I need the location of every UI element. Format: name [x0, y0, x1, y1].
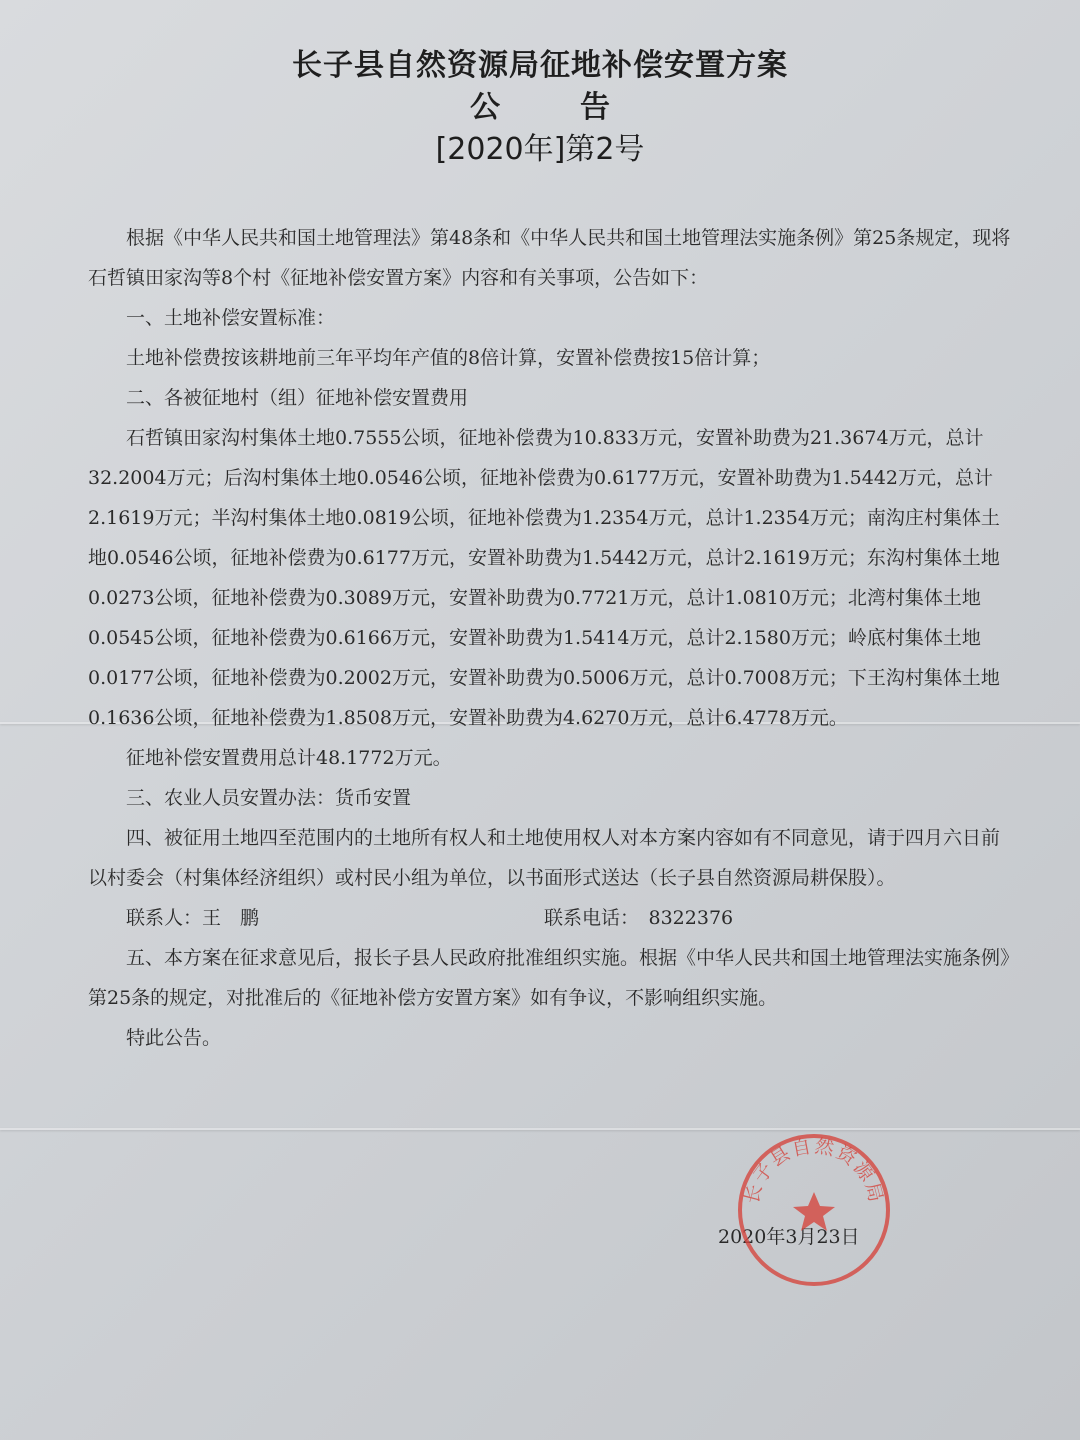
contact-line — [88, 898, 1016, 938]
intro-paragraph: 根据《中华人民共和国土地管理法》第48条和《中华人民共和国土地管理法实施条例》第25条规定，现将石哲镇田家沟等8个村《征地补偿安置方案》内容和有关事项，公告如下： — [88, 227, 1011, 289]
notice-date: 2020年3月23日 — [718, 1226, 860, 1248]
contact-person: 联系人：王 鹏 — [126, 907, 260, 929]
contact-phone: 联系电话： 8322376 — [544, 907, 734, 929]
section-text: 三、农业人员安置办法：货币安置 — [126, 787, 412, 809]
section-text: 四、被征用土地四至范围内的土地所有权人和土地使用权人对本方案内容如有不同意见，请于四月六日前以村委会（村集体经济组织）或村民小组为单位，以书面形式送达（长子县自然资源局耕保股）。 — [88, 827, 1001, 889]
notice-title: 长子县自然资源局征地补偿安置方案 — [292, 48, 788, 83]
notice-body — [88, 218, 1016, 1058]
notice-number: [2020年]第2号 — [435, 132, 645, 167]
section-heading: 一、土地补偿安置标准： — [126, 307, 336, 329]
seal-text: 长子县自然资源局 — [740, 1135, 888, 1207]
section-text: 五、本方案在征求意见后，报长子县人民政府批准组织实施。根据《中华人民共和国土地管理法实施条例》第25条的规定，对批准后的《征地补偿方安置方案》如有争议，不影响组织实施。 — [88, 947, 1010, 1009]
closing-line: 特此公告。 — [126, 1027, 222, 1049]
total-line: 征地补偿安置费用总计48.1772万元。 — [126, 747, 452, 769]
official-seal-icon — [734, 1130, 894, 1290]
notice-header — [0, 44, 1080, 172]
section-text: 土地补偿费按该耕地前三年平均年产值的8倍计算，安置补偿费按15倍计算； — [126, 347, 771, 369]
paper-fold — [0, 1128, 1080, 1130]
notice-label: 公 告 — [470, 90, 610, 125]
section-text: 石哲镇田家沟村集体土地0.7555公顷，征地补偿费为10.833万元，安置补助费为21.3674万元，总计32.2004万元；后沟村集体土地0.0546公顷，征地补偿费为0.6177万元，安置补助费为1.5442万元，总计2.1619万元；半沟村集体土地0.0819公顷，征地补偿费为1.2354万元，总计1.2354万元；南沟庄村集体土地0.0546公顷，征地补偿费为0.6177万元，安置补助费为1.5442万元，总计2.1619万元；东沟村集体土地0.0273公顷，征地补偿费为0.3089万元，安置补助费为0.7721万元，总计1.0810万元；北湾村集体土地0.0545公顷，征地补偿费为0.6166万元，安置补助费为1.5414万元，总计2.1580万元；岭底村集体土地0.0177公顷，征地补偿费为0.2002万元，安置补助费为0.5006万元，总计0.7008万元；下王沟村集体土地0.1636公顷，征地补偿费为1.8508万元，安置补助费为4.6270万元，总计6.4778万元。 — [88, 427, 1000, 729]
section-heading: 二、各被征地村（组）征地补偿安置费用 — [126, 387, 469, 409]
